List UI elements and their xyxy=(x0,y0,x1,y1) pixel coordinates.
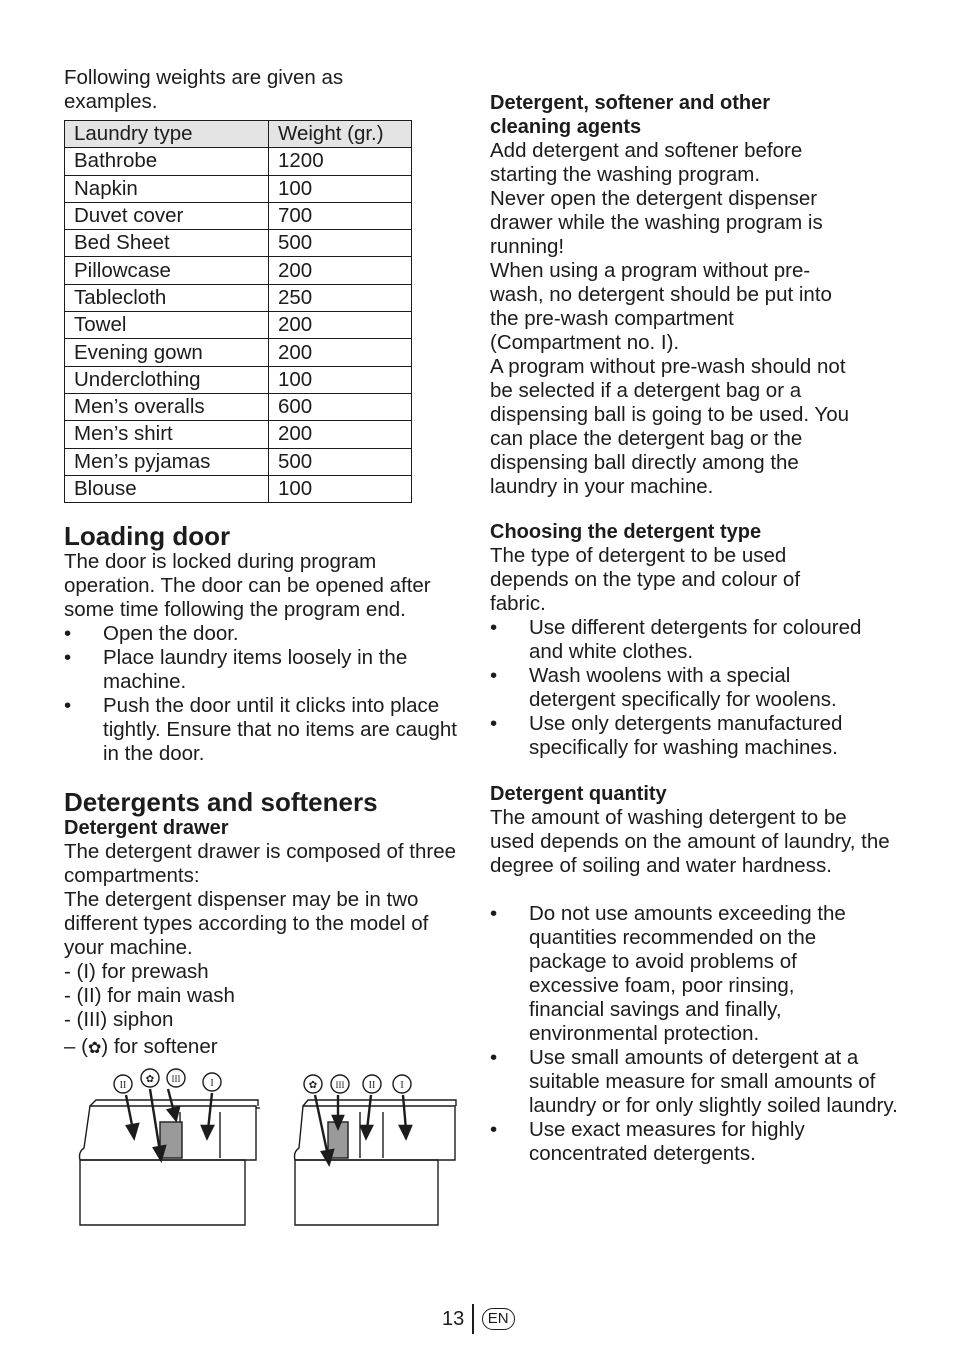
laundry-type-cell: Evening gown xyxy=(65,339,269,366)
page-footer xyxy=(442,1304,515,1334)
table-row xyxy=(65,339,412,366)
cleaning-agents-prewash-note: When using a program without pre-wash, no detergent should be put into the pre-wash compartment (Compartment no. I). xyxy=(490,259,832,354)
detergent-type-title: Choosing the detergent type xyxy=(490,521,762,543)
softener-label-glyph: ✿ xyxy=(145,1074,155,1085)
table-row xyxy=(65,421,412,448)
softener-label-glyph: ✿ xyxy=(308,1080,318,1091)
detergent-drawer-illustration xyxy=(70,1060,465,1235)
loading-door-text: The door is locked during program operation. The door can be opened after some time following the program end. xyxy=(64,550,431,621)
loading-door-section xyxy=(64,522,464,766)
weight-cell: 200 xyxy=(269,312,412,339)
compartment-i-label: I xyxy=(210,1078,214,1089)
detergent-quantity-text: The amount of washing detergent to be used depends on the amount of laundry, the degree of soiling and water hardness. xyxy=(490,806,890,877)
table-row xyxy=(65,312,412,339)
softener-suffix: ) for softener xyxy=(101,1035,218,1058)
list-item: • Use exact measures for highly concentrated detergents. xyxy=(490,1118,869,1166)
table-row xyxy=(65,448,412,475)
compartment-siphon: - (III) siphon xyxy=(64,1008,174,1031)
table-row xyxy=(65,148,412,175)
compartment-main-wash: - (II) for main wash xyxy=(64,984,235,1007)
table-row xyxy=(65,257,412,284)
laundry-type-cell: Blouse xyxy=(65,475,269,502)
compartment-iii-label: III xyxy=(335,1080,345,1090)
list-item: • Use different detergents for coloured and white clothes. xyxy=(490,616,900,664)
list-item: • Use only detergents manufactured specifically for washing machines. xyxy=(490,712,900,760)
detergents-title: Detergents and softeners xyxy=(64,787,378,817)
weight-cell: 700 xyxy=(269,202,412,229)
detergent-quantity-list xyxy=(490,902,900,1166)
weight-cell: 200 xyxy=(269,339,412,366)
detergent-drawer-text1: The detergent drawer is composed of three compartments: xyxy=(64,840,456,887)
header-weight: Weight (gr.) xyxy=(269,121,412,148)
list-item: • Use small amounts of detergent at a suitable measure for small amounts of laundry or for only slightly soiled laundry. xyxy=(490,1046,900,1118)
detergent-type-text: The type of detergent to be used depends on the type and colour of fabric. xyxy=(490,544,801,615)
list-item: • Wash woolens with a special detergent specifically for woolens. xyxy=(490,664,869,712)
drawer-left xyxy=(80,1069,261,1225)
weight-cell: 500 xyxy=(269,230,412,257)
detergent-drawer-text2: The detergent dispenser may be in two different types according to the model of your machine. xyxy=(64,888,429,959)
compartment-prewash: - (I) for prewash xyxy=(64,960,209,983)
laundry-type-cell: Men’s shirt xyxy=(65,421,269,448)
detergent-type-section xyxy=(490,520,900,760)
list-item: • Push the door until it clicks into place tightly. Ensure that no items are caught in the door. xyxy=(64,694,464,766)
compartment-iii-label: III xyxy=(171,1074,181,1084)
list-item: • Open the door. xyxy=(64,622,464,646)
table-row xyxy=(65,202,412,229)
header-laundry-type: Laundry type xyxy=(65,121,269,148)
weight-cell: 200 xyxy=(269,421,412,448)
weight-cell: 100 xyxy=(269,475,412,502)
cleaning-agents-warning: Never open the detergent dispenser drawer while the washing program is running! xyxy=(490,187,823,258)
table-body xyxy=(65,148,412,503)
table-row xyxy=(65,475,412,502)
detergent-quantity-title: Detergent quantity xyxy=(490,783,667,805)
cleaning-agents-bag-note: A program without pre-wash should not be selected if a detergent bag or a dispensing ball is going to be used. You can place the detergent bag or the dispensing ball directly among the laundry in your machine. xyxy=(490,355,850,498)
weight-cell: 250 xyxy=(269,284,412,311)
laundry-type-cell: Men’s overalls xyxy=(65,393,269,420)
language-badge: EN xyxy=(482,1308,515,1330)
weight-cell: 1200 xyxy=(269,148,412,175)
laundry-type-cell: Bed Sheet xyxy=(65,230,269,257)
laundry-type-cell: Duvet cover xyxy=(65,202,269,229)
table-row xyxy=(65,393,412,420)
table-header-row xyxy=(65,121,412,148)
laundry-type-cell: Pillowcase xyxy=(65,257,269,284)
detergent-quantity-section xyxy=(490,782,900,1166)
compartment-softener xyxy=(64,1035,464,1061)
table-row xyxy=(65,366,412,393)
laundry-type-cell: Towel xyxy=(65,312,269,339)
drawer-right xyxy=(295,1075,457,1225)
laundry-type-cell: Underclothing xyxy=(65,366,269,393)
detergent-type-list xyxy=(490,616,900,760)
laundry-type-cell: Men’s pyjamas xyxy=(65,448,269,475)
table-row xyxy=(65,175,412,202)
loading-door-list xyxy=(64,622,464,766)
compartment-ii-label: II xyxy=(119,1080,127,1091)
laundry-type-cell: Bathrobe xyxy=(65,148,269,175)
cleaning-agents-title: Detergent, softener and other cleaning agents xyxy=(490,92,771,138)
weight-cell: 100 xyxy=(269,175,412,202)
weight-cell: 500 xyxy=(269,448,412,475)
cleaning-agents-section xyxy=(490,91,900,499)
compartment-i-label: I xyxy=(400,1080,404,1091)
table-row xyxy=(65,230,412,257)
detergents-section xyxy=(64,788,464,1061)
page-number: 13 xyxy=(442,1307,465,1330)
cleaning-agents-text: Add detergent and softener before starting the washing program. xyxy=(490,139,803,186)
detergent-drawer-title: Detergent drawer xyxy=(64,817,229,839)
footer-divider xyxy=(472,1304,474,1334)
weights-table xyxy=(64,120,412,503)
weight-cell: 100 xyxy=(269,366,412,393)
laundry-type-cell: Napkin xyxy=(65,175,269,202)
softener-prefix: – ( xyxy=(64,1035,88,1058)
weight-cell: 200 xyxy=(269,257,412,284)
loading-door-title: Loading door xyxy=(64,521,231,551)
list-item: • Do not use amounts exceeding the quantities recommended on the package to avoid problems of excessive foam, poor rinsing, financial savings and finally, environmental protection. xyxy=(490,902,849,1046)
weight-cell: 600 xyxy=(269,393,412,420)
flower-icon: ✿ xyxy=(87,1040,102,1057)
intro-text: Following weights are given as examples. xyxy=(64,66,344,113)
table-row xyxy=(65,284,412,311)
compartment-ii-label: II xyxy=(368,1080,376,1091)
list-item: • Place laundry items loosely in the machine. xyxy=(64,646,464,694)
laundry-type-cell: Tablecloth xyxy=(65,284,269,311)
